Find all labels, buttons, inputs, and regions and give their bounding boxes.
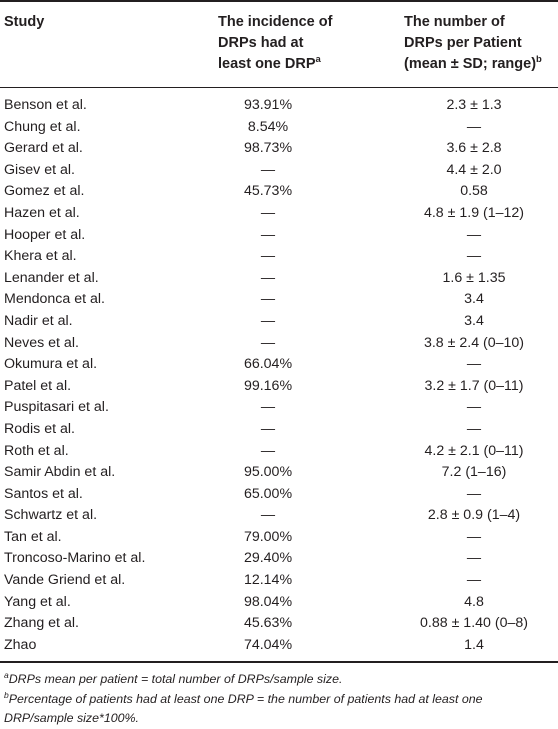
table-row xyxy=(0,397,558,419)
cell-incidence-value: — xyxy=(260,204,276,221)
table-row xyxy=(0,376,558,398)
header-incidence-line: The incidence of xyxy=(218,14,333,30)
cell-incidence-value: — xyxy=(260,269,276,286)
cell-number-value: 1.6 ± 1.35 xyxy=(442,269,506,286)
cell-number-value: 3.2 ± 1.7 (0–11) xyxy=(424,377,524,394)
table-row xyxy=(0,635,558,657)
header-incidence-line xyxy=(218,54,332,75)
cell-number-value: — xyxy=(466,226,482,243)
cell-number-value: — xyxy=(466,248,482,265)
cell-study: Nadir et al. xyxy=(4,312,73,329)
header-incidence-text: least one DRP xyxy=(218,56,316,72)
cell-incidence-value: 79.00% xyxy=(243,528,293,545)
cell-incidence-value: 98.04% xyxy=(243,593,293,610)
cell-number-value: — xyxy=(466,528,482,545)
table-row xyxy=(0,225,558,247)
cell-study: Schwartz et al. xyxy=(4,507,98,524)
cell-number-value: 3.4 xyxy=(464,312,484,329)
cell-incidence-value: — xyxy=(260,334,276,351)
cell-number-value: 2.3 ± 1.3 xyxy=(446,97,502,113)
cell-study: Gerard et al. xyxy=(4,140,83,157)
table-row xyxy=(0,441,558,463)
cell-study: Neves et al. xyxy=(4,334,79,351)
cell-number-value: 7.2 (1–16) xyxy=(441,464,507,481)
table-row xyxy=(0,505,558,527)
cell-study: Hooper et al. xyxy=(4,226,86,243)
cell-number-value: 4.2 ± 2.1 (0–11) xyxy=(424,442,524,459)
cell-incidence-value: — xyxy=(260,442,276,459)
bottom-rule xyxy=(0,661,558,663)
table-body xyxy=(0,95,558,656)
table-row xyxy=(0,613,558,635)
header-number-line: The number of xyxy=(404,14,505,30)
cell-study: Okumura et al. xyxy=(4,356,98,373)
cell-incidence-value: 93.91% xyxy=(243,97,293,113)
table-row xyxy=(0,246,558,268)
cell-study: Yang et al. xyxy=(4,593,71,610)
table-row xyxy=(0,311,558,333)
table-row xyxy=(0,333,558,355)
table-row xyxy=(0,354,558,376)
cell-study: Lenander et al. xyxy=(4,269,99,286)
table-row xyxy=(0,95,558,117)
cell-incidence-value: — xyxy=(260,420,276,437)
cell-incidence-value: 65.00% xyxy=(243,485,293,502)
table-row xyxy=(0,138,558,160)
cell-study: Benson et al. xyxy=(4,97,87,113)
cell-incidence-value: 74.04% xyxy=(243,636,293,653)
cell-study: Puspitasari et al. xyxy=(4,399,109,416)
cell-study: Chung et al. xyxy=(4,118,81,135)
cell-incidence-value: 45.73% xyxy=(243,183,293,200)
header-number-text: (mean ± SD; range) xyxy=(404,56,537,72)
cell-number-value: 4.4 ± 2.0 xyxy=(446,161,502,178)
cell-number-value: — xyxy=(466,485,482,502)
cell-study: Rodis et al. xyxy=(4,420,75,437)
table-row xyxy=(0,203,558,225)
cell-study: Zhao xyxy=(4,636,37,653)
table-row xyxy=(0,592,558,614)
header-study xyxy=(4,12,44,33)
cell-number-value: 4.8 xyxy=(464,593,484,610)
table-row xyxy=(0,181,558,203)
cell-number-value: 2.8 ± 0.9 (1–4) xyxy=(427,507,521,524)
cell-study: Tan et al. xyxy=(4,528,62,545)
footnote-mark: a xyxy=(4,669,9,680)
footnote-mark: b xyxy=(4,689,9,700)
cell-incidence-value: 98.73% xyxy=(243,140,293,157)
table-row xyxy=(0,548,558,570)
cell-study: Gisev et al. xyxy=(4,161,75,178)
cell-study: Samir Abdin et al. xyxy=(4,464,116,481)
footnote xyxy=(4,690,554,729)
table-row xyxy=(0,462,558,484)
cell-study: Vande Griend et al. xyxy=(4,572,126,589)
table-row xyxy=(0,419,558,441)
table-row xyxy=(0,289,558,311)
cell-incidence-value: 29.40% xyxy=(243,550,293,567)
footnote-marker: a xyxy=(315,54,321,66)
cell-number-value: — xyxy=(466,399,482,416)
cell-number-value: 3.8 ± 2.4 (0–10) xyxy=(423,334,525,351)
cell-incidence-value: 45.63% xyxy=(243,615,293,632)
cell-study: Mendonca et al. xyxy=(4,291,105,308)
cell-incidence-value: 99.16% xyxy=(243,377,293,394)
header-rule xyxy=(0,87,558,88)
cell-incidence-value: — xyxy=(260,291,276,308)
footnote xyxy=(4,670,554,690)
table-row xyxy=(0,484,558,506)
header-number xyxy=(404,12,542,75)
cell-incidence-value: 95.00% xyxy=(243,464,293,481)
cell-study: Patel et al. xyxy=(4,377,72,394)
header-number-line: DRPs per Patient xyxy=(404,35,522,51)
cell-number-value: — xyxy=(466,420,482,437)
cell-incidence-value: — xyxy=(260,226,276,243)
cell-study: Santos et al. xyxy=(4,485,83,502)
footnotes xyxy=(4,670,554,729)
cell-study: Zhang et al. xyxy=(4,615,79,632)
cell-study: Roth et al. xyxy=(4,442,69,459)
table-row xyxy=(0,527,558,549)
footnote-marker: b xyxy=(536,54,542,66)
cell-incidence-value: — xyxy=(260,507,276,524)
cell-number-value: 1.4 xyxy=(464,636,484,653)
header-incidence-line: DRPs had at xyxy=(218,35,304,51)
cell-number-value: — xyxy=(466,356,482,373)
top-rule xyxy=(0,0,558,2)
cell-number-value: — xyxy=(466,118,482,135)
cell-number-value: 0.88 ± 1.40 (0–8) xyxy=(420,615,528,632)
cell-study: Khera et al. xyxy=(4,248,77,265)
cell-incidence-value: — xyxy=(260,161,276,178)
cell-study: Hazen et al. xyxy=(4,204,80,221)
cell-incidence-value: — xyxy=(260,312,276,329)
table-row xyxy=(0,160,558,182)
cell-study: Gomez et al. xyxy=(4,183,85,200)
cell-incidence-value: — xyxy=(260,248,276,265)
header-study-label: Study xyxy=(4,14,45,30)
cell-study: Troncoso-Marino et al. xyxy=(4,550,146,567)
cell-incidence-value: — xyxy=(260,399,276,416)
footnote-text: DRPs mean per patient = total number of DRPs/sample size. xyxy=(8,672,343,686)
table-row xyxy=(0,570,558,592)
table-row xyxy=(0,268,558,290)
table-row xyxy=(0,117,558,139)
header-number-line xyxy=(404,54,542,75)
cell-number-value: 4.8 ± 1.9 (1–12) xyxy=(423,204,525,221)
cell-number-value: 3.4 xyxy=(464,291,484,308)
footnote-text: Percentage of patients had at least one DRP = the number of patients had at least one DRP/sample size*100%. xyxy=(4,691,483,725)
cell-number-value: 0.58 xyxy=(460,183,488,200)
cell-incidence-value: 66.04% xyxy=(243,356,293,373)
cell-number-value: — xyxy=(466,550,482,567)
cell-incidence-value: 12.14% xyxy=(243,572,293,589)
cell-number-value: — xyxy=(466,572,482,589)
header-incidence xyxy=(218,12,332,75)
cell-number-value: 3.6 ± 2.8 xyxy=(446,140,502,157)
cell-incidence-value: 8.54% xyxy=(247,118,289,135)
